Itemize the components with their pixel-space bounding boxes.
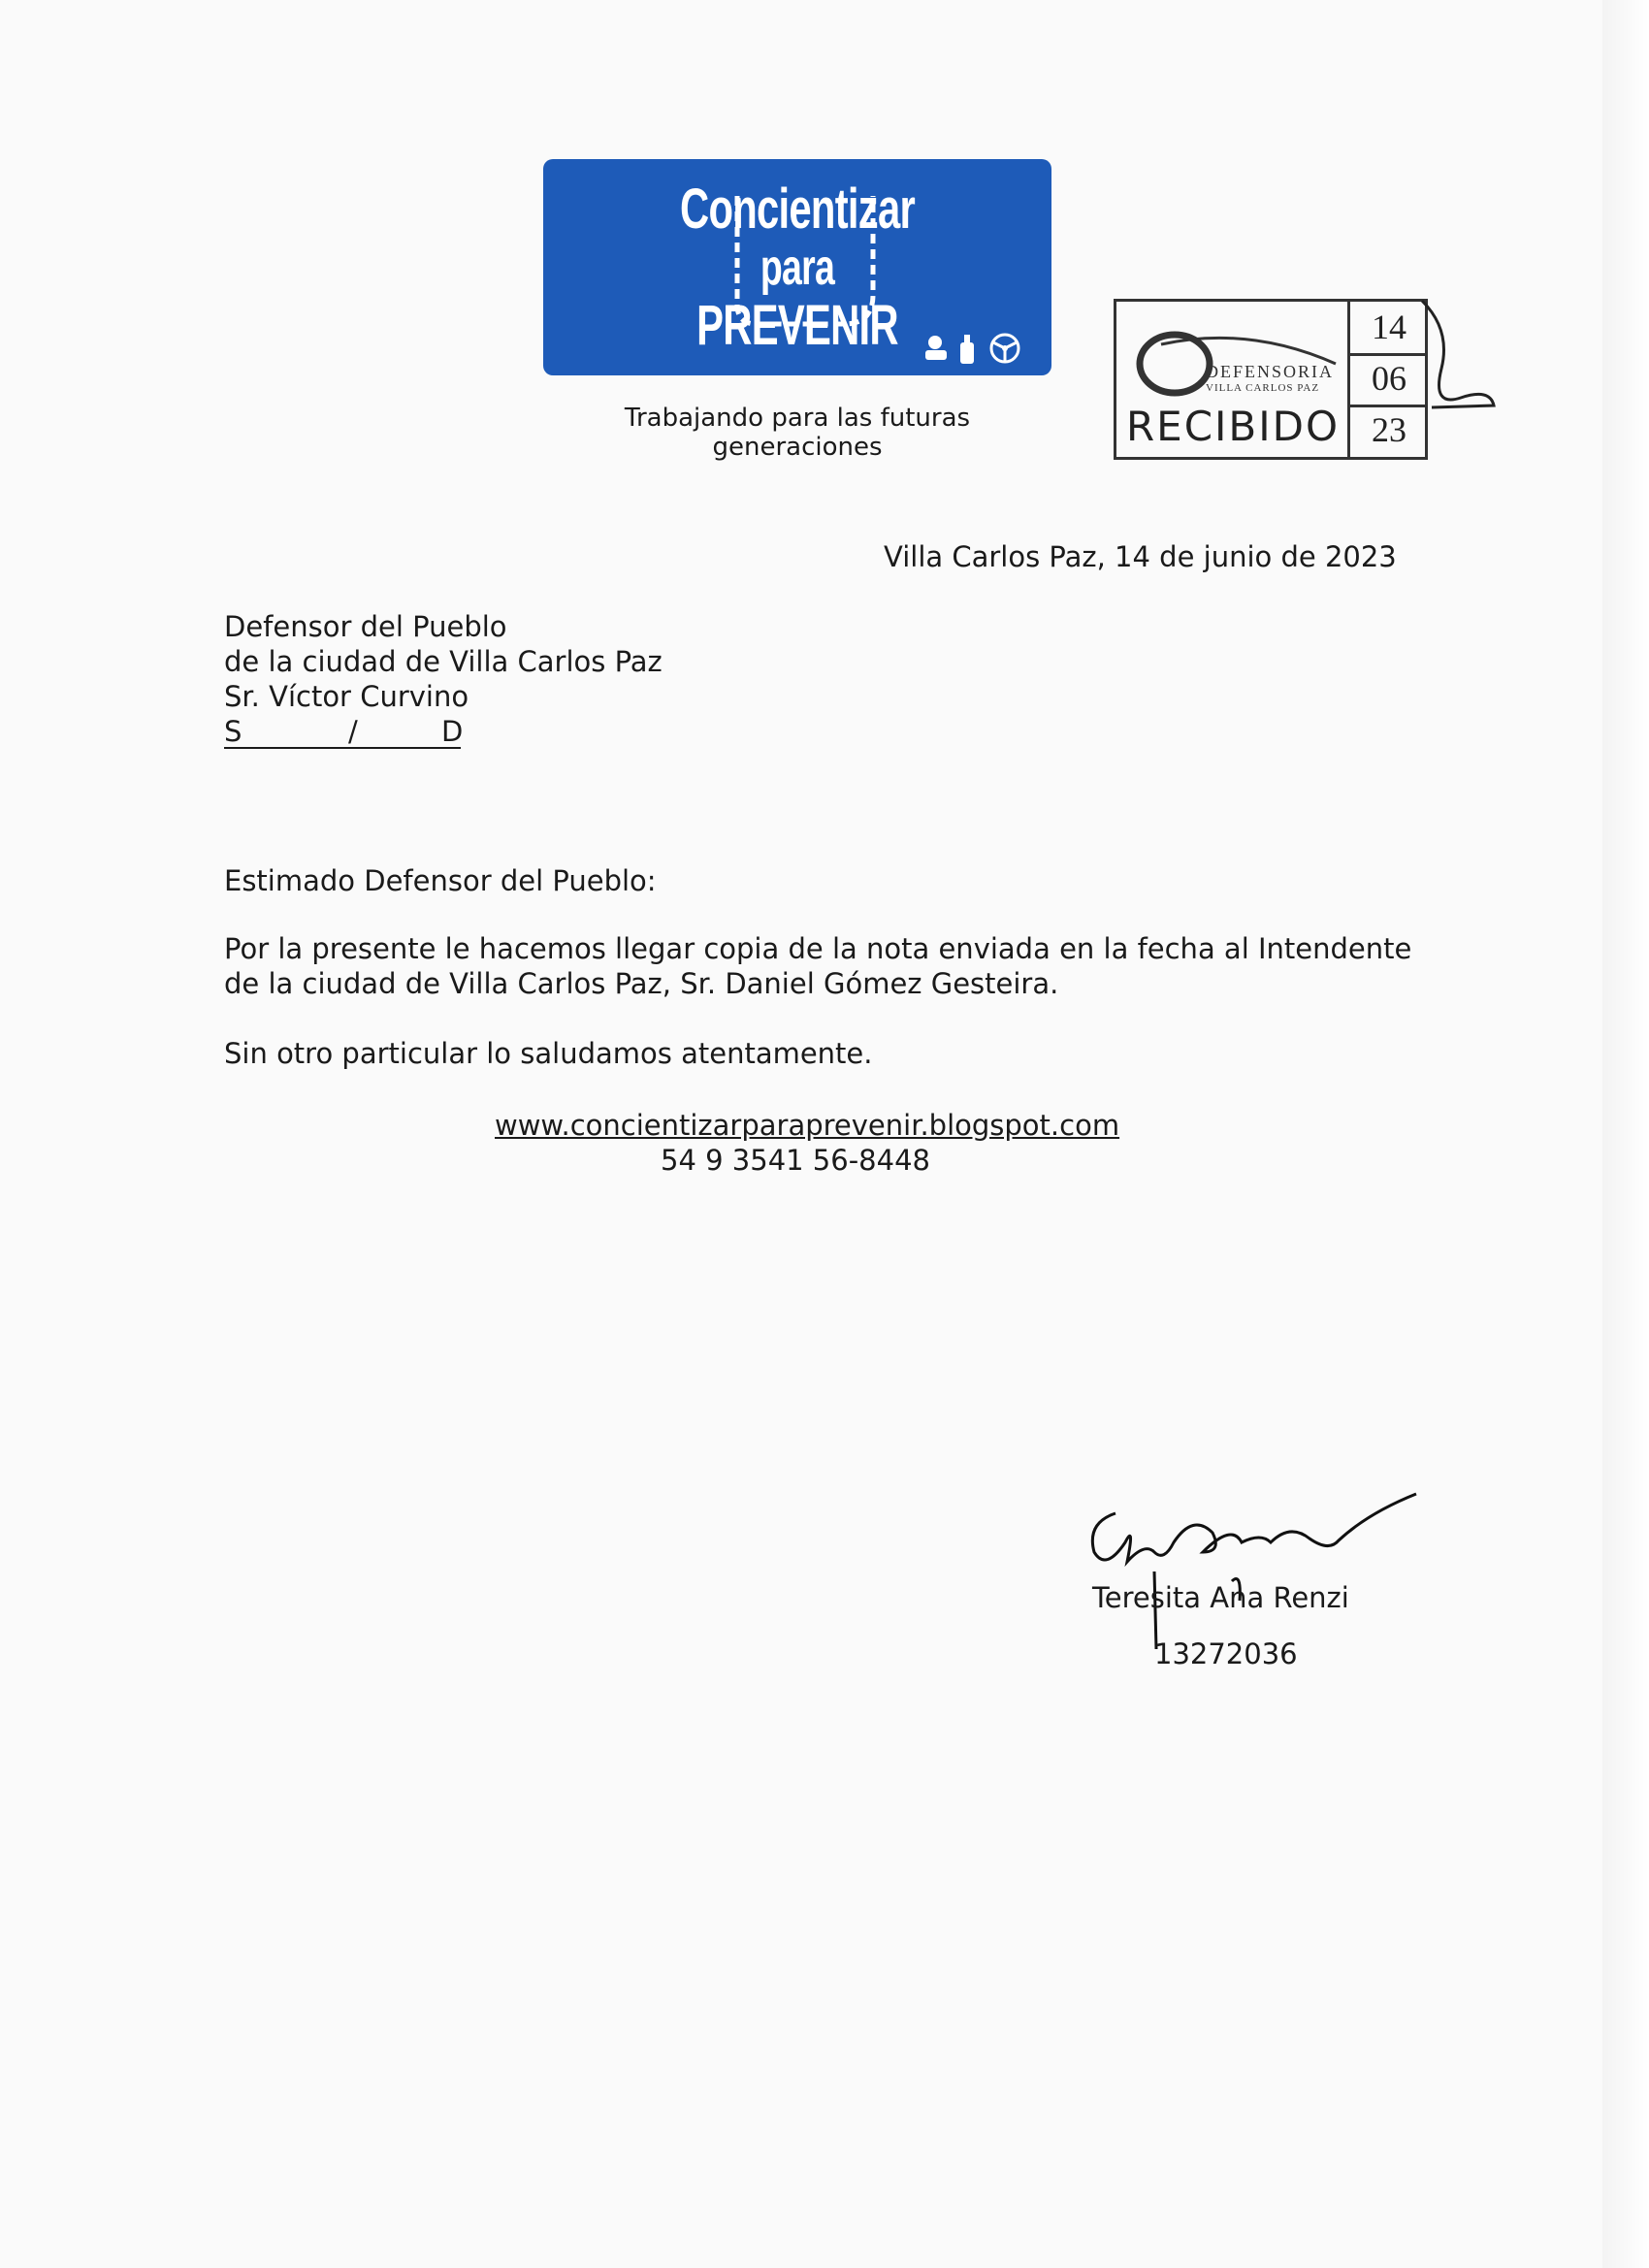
letter-greeting: Estimado Defensor del Pueblo: [224,864,657,897]
stamp-month: 06 [1350,353,1428,407]
organization-logo [543,159,1051,375]
recipient-line-3: Sr. Víctor Curvino [224,680,469,713]
letter-closing: Sin otro particular lo saludamos atentamente. [224,1037,873,1070]
website-link[interactable]: www.concientizarparaprevenir.blogspot.com [495,1109,1120,1142]
paragraph-1-line-1: Por la presente le hacemos llegar copia de la nota enviada en la fecha al Intendente [224,932,1412,965]
signer-id: 13272036 [1154,1637,1298,1670]
signer-name: Teresita Ana Renzi [1092,1581,1349,1614]
logo-icons [922,331,1028,366]
paragraph-1-line-2: de la ciudad de Villa Carlos Paz, Sr. Daniel Gómez Gesteira. [224,967,1059,1000]
contact-block [495,1108,1120,1178]
stamp-label: RECIBIDO [1126,403,1341,450]
letter-date: Villa Carlos Paz, 14 de junio de 2023 [884,540,1397,573]
logo-line-1: Concientizar [680,178,915,241]
letter-paragraph-1 [224,931,1411,1001]
figure-icon [925,336,947,360]
logo-line-2: para [760,240,835,296]
signature-block [1077,1484,1445,1678]
received-stamp [1114,299,1428,460]
sd-line [224,714,663,749]
sd-slash: / [348,715,358,748]
phone-number: 54 9 3541 56-8448 [661,1144,930,1177]
steering-wheel-icon [991,335,1018,362]
sd-d: D [441,715,464,748]
page-edge [1602,0,1649,2268]
sd-s: S [224,715,242,748]
recipient-line-2: de la ciudad de Villa Carlos Paz [224,645,663,678]
sd-underline [224,714,464,749]
stamp-initial-mark [1412,291,1500,427]
logo-line-3: PREVENIR [696,294,898,357]
stamp-org-subtitle: VILLA CARLOS PAZ [1206,382,1320,394]
recipient-line-1: Defensor del Pueblo [224,610,507,643]
stamp-org-name: DEFENSORIA [1206,362,1335,381]
stamp-day: 14 [1350,302,1428,356]
stamp-organization [1206,362,1351,394]
recipient-block [224,609,663,749]
stamp-year: 23 [1372,410,1406,449]
logo-tagline: Trabajando para las futuras generaciones [624,404,971,462]
bottle-icon [960,335,974,364]
